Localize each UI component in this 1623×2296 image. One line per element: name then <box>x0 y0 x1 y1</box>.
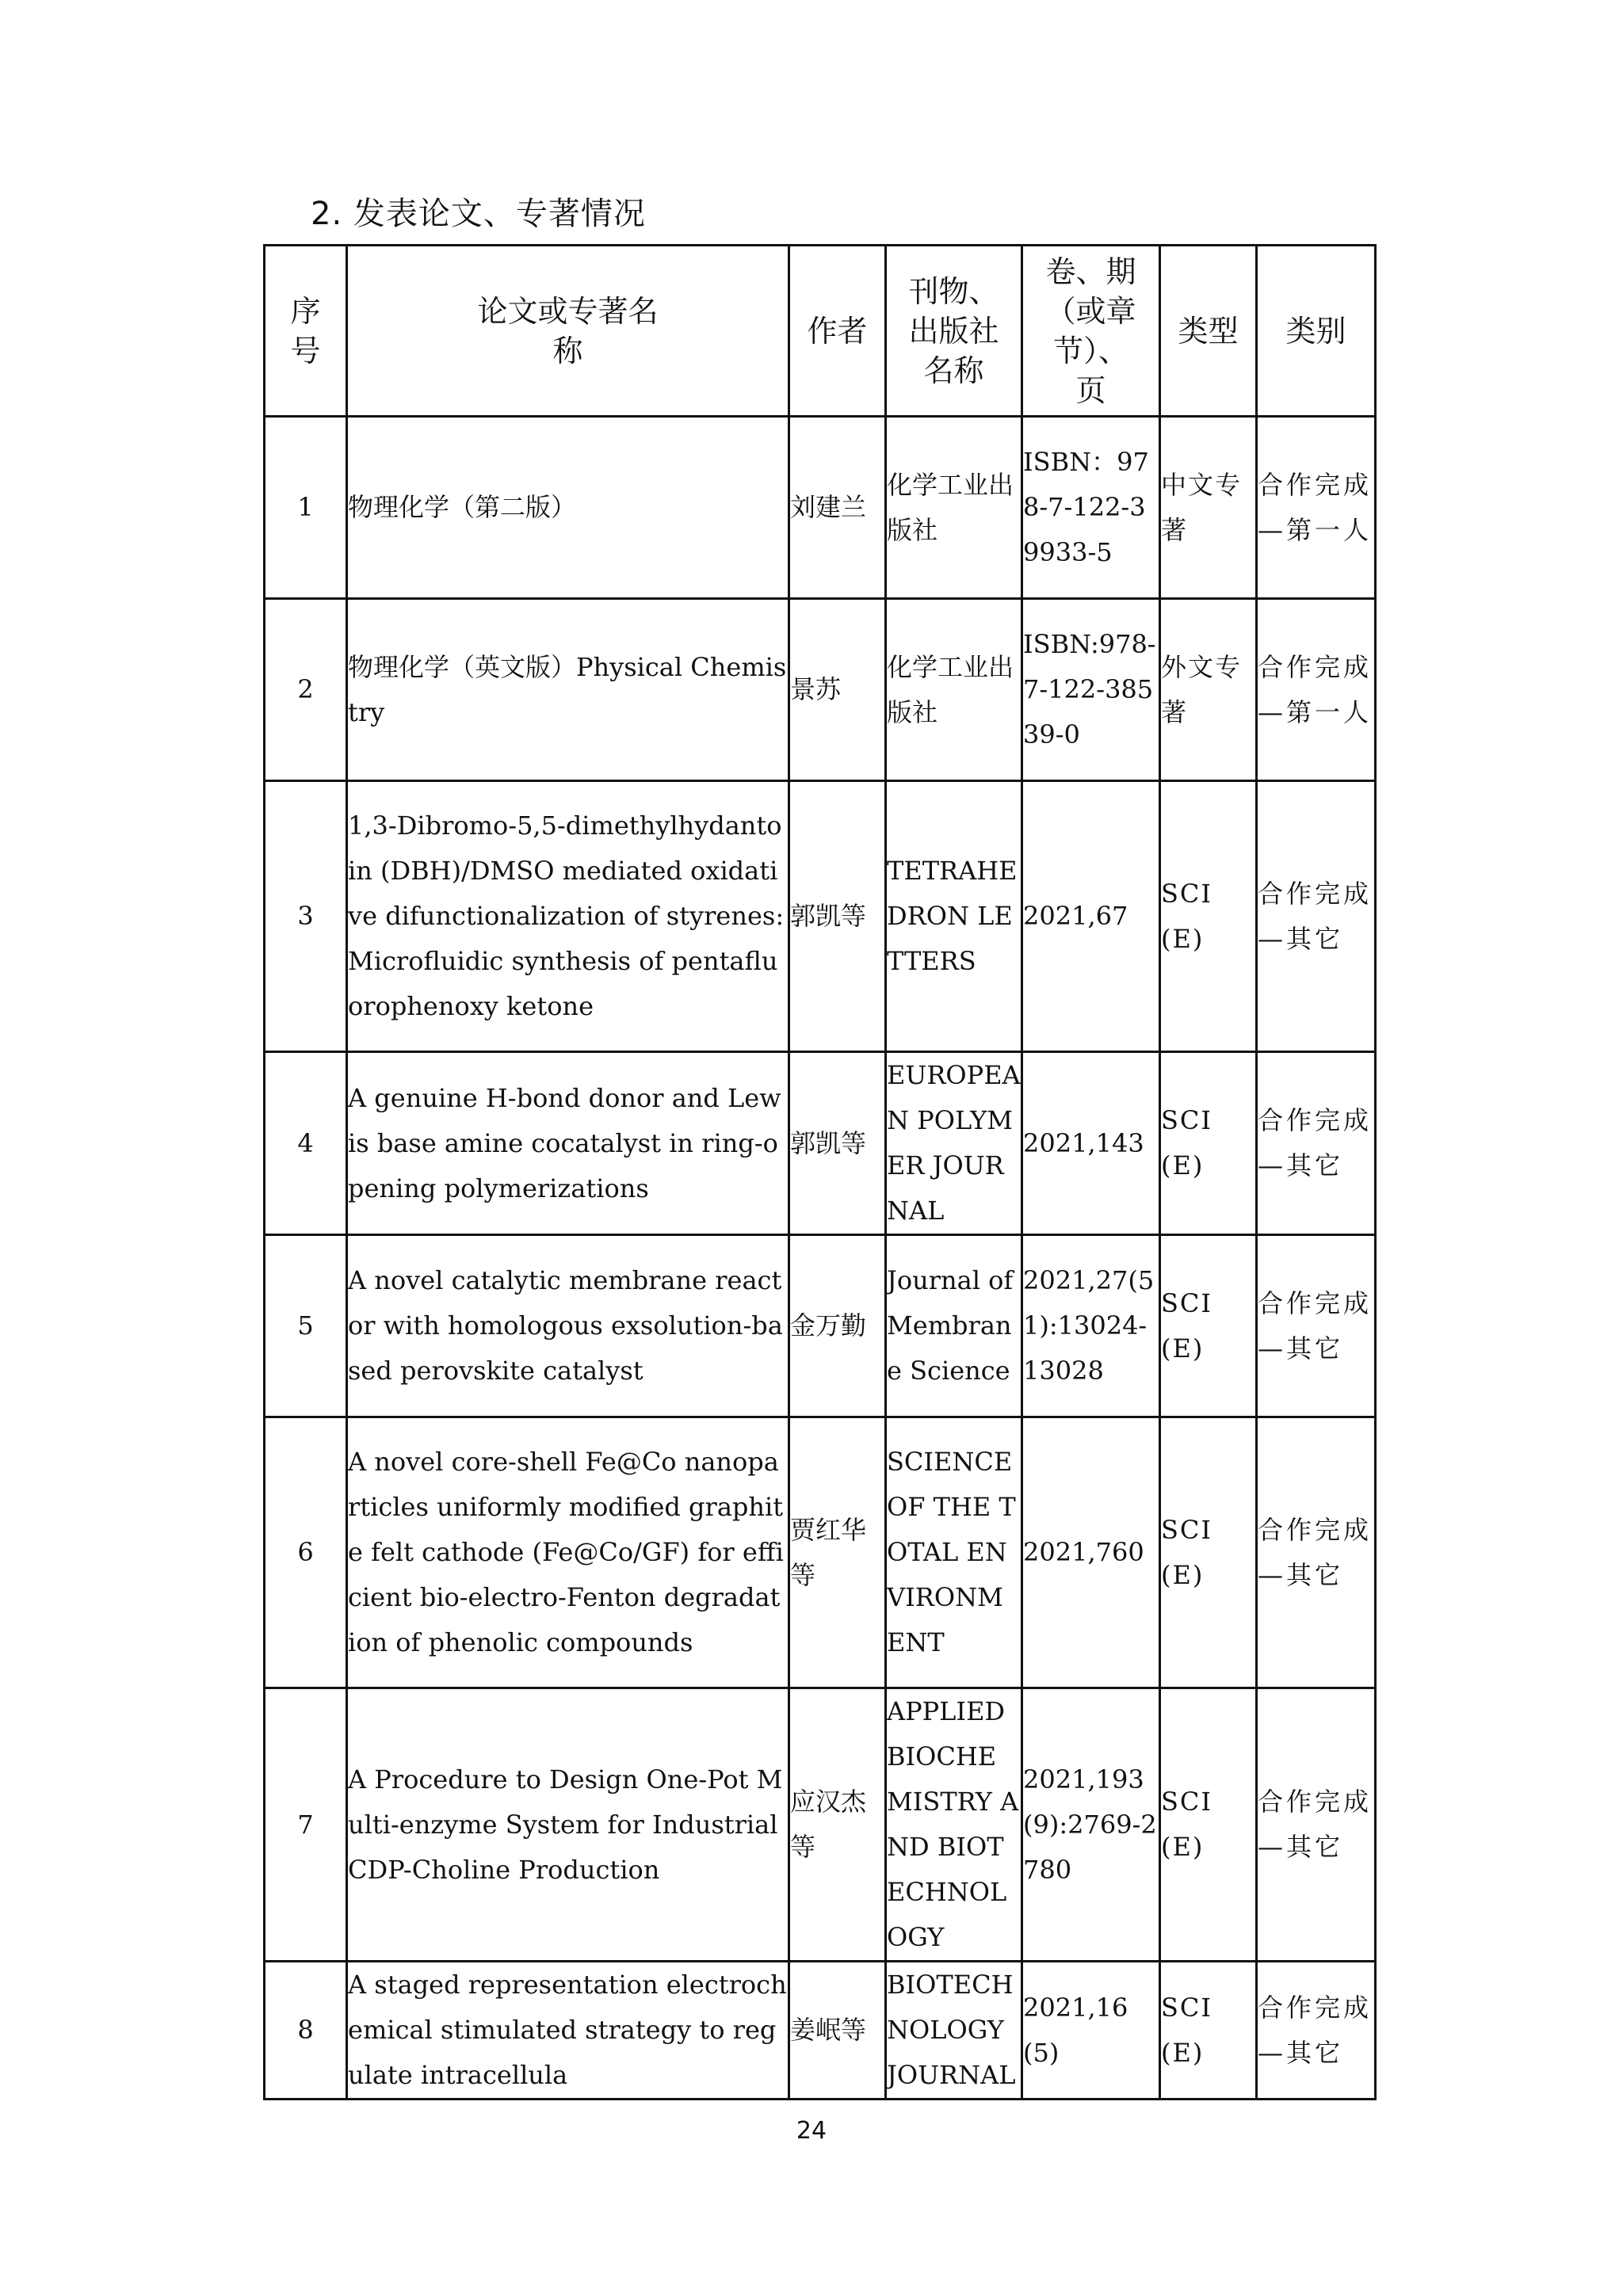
row-volume: 2021,143 <box>1022 1052 1160 1235</box>
row-title: A staged representation electrochemical stimulated strategy to regulate intracellula <box>347 1962 789 2100</box>
publications-table <box>263 244 1377 2100</box>
row-publisher: 化学工业出版社 <box>886 417 1022 599</box>
header-row <box>265 246 1376 417</box>
header-category: 类别 <box>1257 246 1376 417</box>
page-number: 24 <box>796 2117 827 2145</box>
row-category: 合作完成—其它 <box>1257 781 1376 1052</box>
row-publisher: Journal of Membrane Science <box>886 1235 1022 1417</box>
header-author: 作者 <box>789 246 886 417</box>
row-publisher: 化学工业出版社 <box>886 599 1022 781</box>
section-title: 2. 发表论文、专著情况 <box>311 196 646 232</box>
row-category: 合作完成—其它 <box>1257 1688 1376 1962</box>
row-title: 物理化学（英文版）Physical Chemistry <box>347 599 789 781</box>
row-index: 1 <box>265 417 347 599</box>
row-volume: 2021,16(5) <box>1022 1962 1160 2100</box>
header-type: 类型 <box>1160 246 1257 417</box>
row-publisher: TETRAHEDRON LETTERS <box>886 781 1022 1052</box>
row-category: 合作完成—第一人 <box>1257 599 1376 781</box>
header-index: 序号 <box>265 246 347 417</box>
table-row <box>265 1688 1376 1962</box>
header-publisher: 刊物、出版社名称 <box>886 246 1022 417</box>
row-publisher: EUROPEAN POLYMER JOURNAL <box>886 1052 1022 1235</box>
row-category: 合作完成—第一人 <box>1257 417 1376 599</box>
table-row <box>265 417 1376 599</box>
row-author: 金万勤 <box>789 1235 886 1417</box>
row-author: 姜岷等 <box>789 1962 886 2100</box>
row-type: SCI(E) <box>1160 1052 1257 1235</box>
table-row <box>265 1235 1376 1417</box>
row-volume: 2021,27(51):13024-13028 <box>1022 1235 1160 1417</box>
table-row <box>265 781 1376 1052</box>
row-index: 2 <box>265 599 347 781</box>
row-author: 郭凯等 <box>789 781 886 1052</box>
row-title: A genuine H-bond donor and Lewis base amine cocatalyst in ring-opening polymerizations <box>347 1052 789 1235</box>
row-category: 合作完成—其它 <box>1257 1417 1376 1688</box>
row-author: 郭凯等 <box>789 1052 886 1235</box>
row-author: 贾红华等 <box>789 1417 886 1688</box>
row-index: 7 <box>265 1688 347 1962</box>
row-volume: 2021,193(9):2769-2780 <box>1022 1688 1160 1962</box>
row-category: 合作完成—其它 <box>1257 1962 1376 2100</box>
row-type: SCI(E) <box>1160 781 1257 1052</box>
table-row <box>265 1052 1376 1235</box>
row-type: SCI(E) <box>1160 1235 1257 1417</box>
row-author: 刘建兰 <box>789 417 886 599</box>
row-author: 景苏 <box>789 599 886 781</box>
row-author: 应汉杰等 <box>789 1688 886 1962</box>
row-publisher: SCIENCE OF THE TOTAL ENVIRONMENT <box>886 1417 1022 1688</box>
row-title: 1,3-Dibromo-5,5-dimethylhydantoin (DBH)/DMSO mediated oxidative difunctionalization of styrenes: Microfluidic synthesis of pentafluorophenoxy ketone <box>347 781 789 1052</box>
row-publisher: BIOTECHNOLOGY JOURNAL <box>886 1962 1022 2100</box>
row-category: 合作完成—其它 <box>1257 1052 1376 1235</box>
row-title: A novel core-shell Fe@Co nanoparticles uniformly modified graphite felt cathode (Fe@Co/GF) for efficient bio-electro-Fenton degradation of phenolic compounds <box>347 1417 789 1688</box>
row-category: 合作完成—其它 <box>1257 1235 1376 1417</box>
row-title: A novel catalytic membrane reactor with homologous exsolution-based perovskite catalyst <box>347 1235 789 1417</box>
header-title: 论文或专著名称 <box>347 246 789 417</box>
row-index: 4 <box>265 1052 347 1235</box>
header-volume: 卷、期（或章节）、页 <box>1022 246 1160 417</box>
table-row <box>265 1417 1376 1688</box>
row-volume: 2021,760 <box>1022 1417 1160 1688</box>
row-type: 中文专著 <box>1160 417 1257 599</box>
row-index: 6 <box>265 1417 347 1688</box>
row-volume: ISBN：978-7-122-39933-5 <box>1022 417 1160 599</box>
table-row <box>265 1962 1376 2100</box>
row-type: SCI(E) <box>1160 1688 1257 1962</box>
row-volume: 2021,67 <box>1022 781 1160 1052</box>
row-title: A Procedure to Design One-Pot Multi-enzyme System for Industrial CDP-Choline Production <box>347 1688 789 1962</box>
row-index: 3 <box>265 781 347 1052</box>
row-title: 物理化学（第二版） <box>347 417 789 599</box>
row-publisher: APPLIED BIOCHEMISTRY AND BIOTECHNOLOGY <box>886 1688 1022 1962</box>
row-volume: ISBN:978-7-122-38539-0 <box>1022 599 1160 781</box>
row-type: SCI(E) <box>1160 1417 1257 1688</box>
row-type: 外文专著 <box>1160 599 1257 781</box>
table-row <box>265 599 1376 781</box>
row-index: 8 <box>265 1962 347 2100</box>
row-type: SCI(E) <box>1160 1962 1257 2100</box>
row-index: 5 <box>265 1235 347 1417</box>
